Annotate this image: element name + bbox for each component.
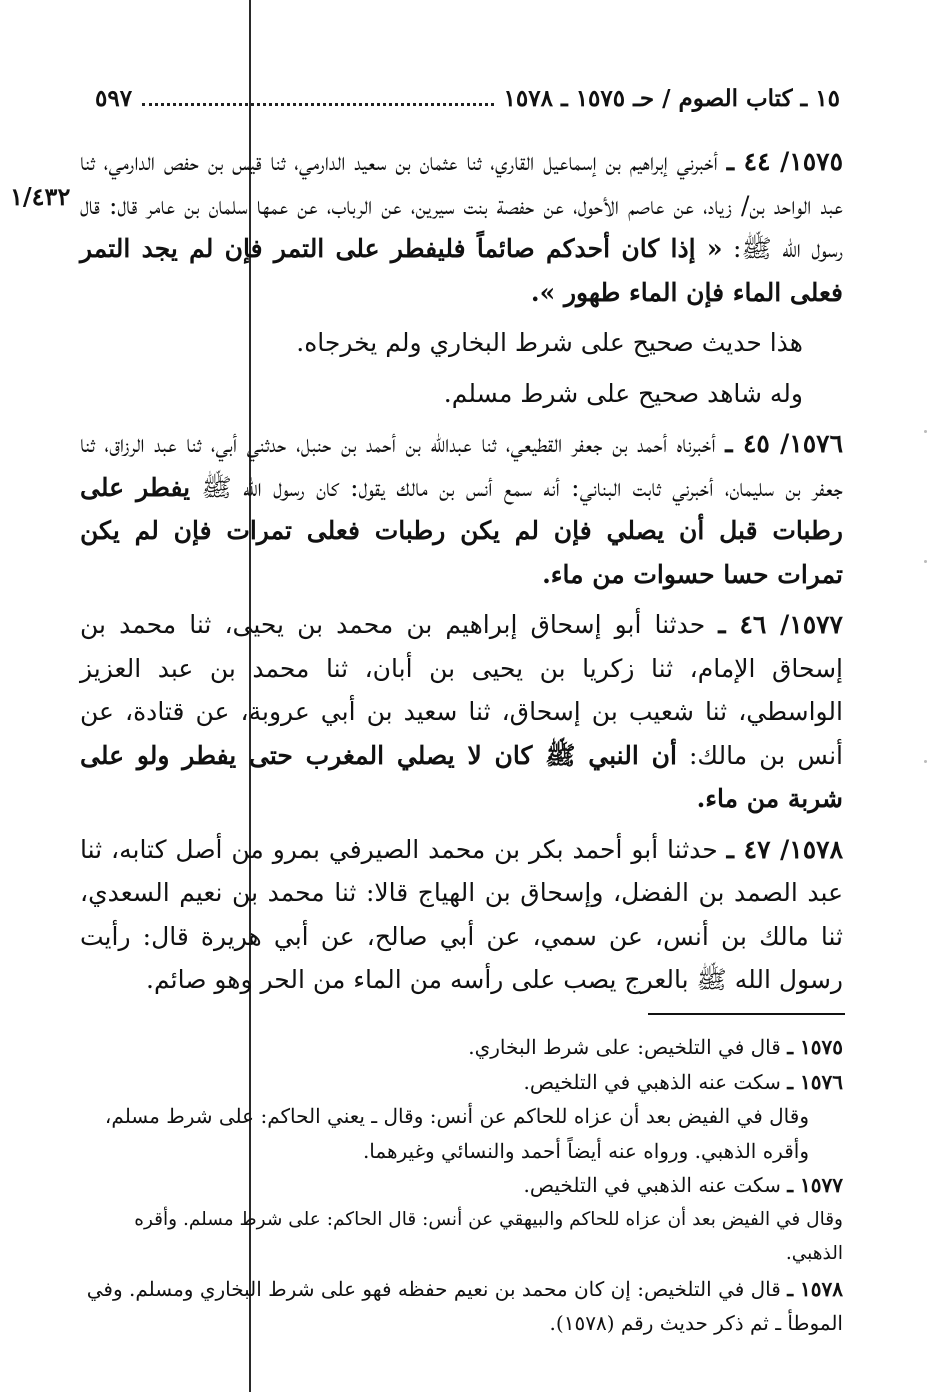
page-number: ٥٩٧ <box>95 84 133 112</box>
footnote-1576 <box>80 1065 843 1100</box>
header-dot-leader <box>142 91 493 106</box>
running-header <box>95 78 840 118</box>
hadith-number: ١٥٧٨/ ٤٧ ـ <box>726 834 844 864</box>
hadith-1577 <box>80 603 843 821</box>
footnote-divider <box>648 1013 845 1015</box>
footnote-text: وقال في الفيض بعد أن عزاه للحاكم والبيهقي عن أنس: قال الحاكم: على شرط مسلم. وأقره الذهبي. <box>134 1208 843 1264</box>
hadith-chain: أخبرني إبراهيم بن إسماعيل القاري، ثنا عثمان بن سعيد الدارمي، ثنا قيس بن حفص الدارمي، ثنا عبد الواحد بن/ زياد، عن عاصم الأحول، عن حفصة بنت سيرين، عن الرباب، عن عمها سلمان بن عامر قال: قال رسول الله ﷺ: <box>80 147 844 263</box>
scan-speck <box>924 560 927 563</box>
hadith-quote: يفطر على رطبات قبل أن يصلي فإن لم يكن رطبات فعلى تمرات فإن لم يكن تمرات حسا حسوات من ماء. <box>80 472 843 589</box>
hadith-number: ١٥٧٧/ ٤٦ ـ <box>718 610 843 639</box>
margin-reference: ١/٤٣٢ <box>10 182 71 211</box>
scan-speck <box>924 760 927 763</box>
hadith-1575 <box>80 140 843 314</box>
footnote-number: ١٥٧٦ ـ <box>787 1069 843 1094</box>
hadith-grading: هذا حديث صحيح على شرط البخاري ولم يخرجاه. <box>296 328 803 357</box>
footnote-text: قال في التلخيص: على شرط البخاري. <box>468 1035 781 1059</box>
footnote-1575 <box>80 1030 843 1065</box>
hadith-chain: حدثنا أبو إسحاق إبراهيم بن محمد بن يحيى، ثنا محمد بن إسحاق الإمام، ثنا زكريا بن يحيى بن أبان، ثنا محمد بن عبد العزيز الواسطي، ثنا شعيب بن إسحاق، ثنا سعيد بن أبي عروبة، عن قتادة، عن أنس بن مالك: <box>80 610 844 770</box>
hadith-witness-note: وله شاهد صحيح على شرط مسلم. <box>443 378 803 408</box>
scan-speck <box>924 430 927 433</box>
hadith-1576 <box>80 422 843 596</box>
footnote-1578 <box>80 1272 843 1341</box>
hadith-chain: حدثنا أبو أحمد بكر بن محمد الصيرفي بمرو من أصل كتابه، ثنا عبد الصمد بن الفضل، وإسحاق بن الهياج قالا: ثنا محمد بن نعيم السعدي، ثنا مالك بن أنس، عن سمي، عن أبي صالح، عن أبي هريرة قال: رأيت رسول الله ﷺ بالعرج يصب على رأسه من الماء من الحر وهو صائم. <box>80 834 843 994</box>
footnote-number: ١٥٧٨ ـ <box>787 1276 843 1301</box>
footnote-1577 <box>80 1168 843 1203</box>
footnote-number: ١٥٧٧ ـ <box>787 1173 843 1197</box>
hadith-1578 <box>80 828 843 1002</box>
footnote-text: سكت عنه الذهبي في التلخيص. <box>523 1173 781 1197</box>
footnote-text: قال في التلخيص: إن كان محمد بن نعيم حفظه فهو على شرط البخاري ومسلم. وفي الموطأ ـ ثم ذكر حديث رقم (١٥٧٨). <box>86 1276 843 1335</box>
header-title: ١٥ ـ كتاب الصوم / حـ ١٥٧٥ ـ ١٥٧٨ <box>503 84 840 112</box>
footnote-text: وقال في الفيض بعد أن عزاه للحاكم عن أنس: وقال ـ يعني الحاكم: على شرط مسلم، وأقره الذهبي. ورواه عنه أيضاً أحمد والنسائي وغيرهما. <box>104 1104 809 1163</box>
main-text <box>80 140 843 1009</box>
hadith-number: ١٥٧٥/ ٤٤ ـ <box>726 147 843 176</box>
footnote-text: سكت عنه الذهبي في التلخيص. <box>523 1069 781 1094</box>
hadith-quote: « إذا كان أحدكم صائماً فليفطر على التمر فإن لم يجد التمر فعلى الماء فإن الماء طهور ». <box>80 234 843 307</box>
footnotes <box>80 1030 843 1341</box>
footnote-number: ١٥٧٥ ـ <box>787 1035 843 1059</box>
hadith-quote: أن النبي ﷺ كان لا يصلي المغرب حتى يفطر ولو على شربة من ماء. <box>80 740 843 813</box>
hadith-chain: أخبرناه أحمد بن جعفر القطيعي، ثنا عبدالله بن أحمد بن حنبل، حدثني أبي، ثنا عبد الرزاق، ثنا جعفر بن سليمان، أخبرني ثابت البناني: أنه سمع أنس بن مالك يقول: كان رسول الله ﷺ <box>80 429 844 502</box>
hadith-number: ١٥٧٦/ ٤٥ ـ <box>725 429 844 458</box>
